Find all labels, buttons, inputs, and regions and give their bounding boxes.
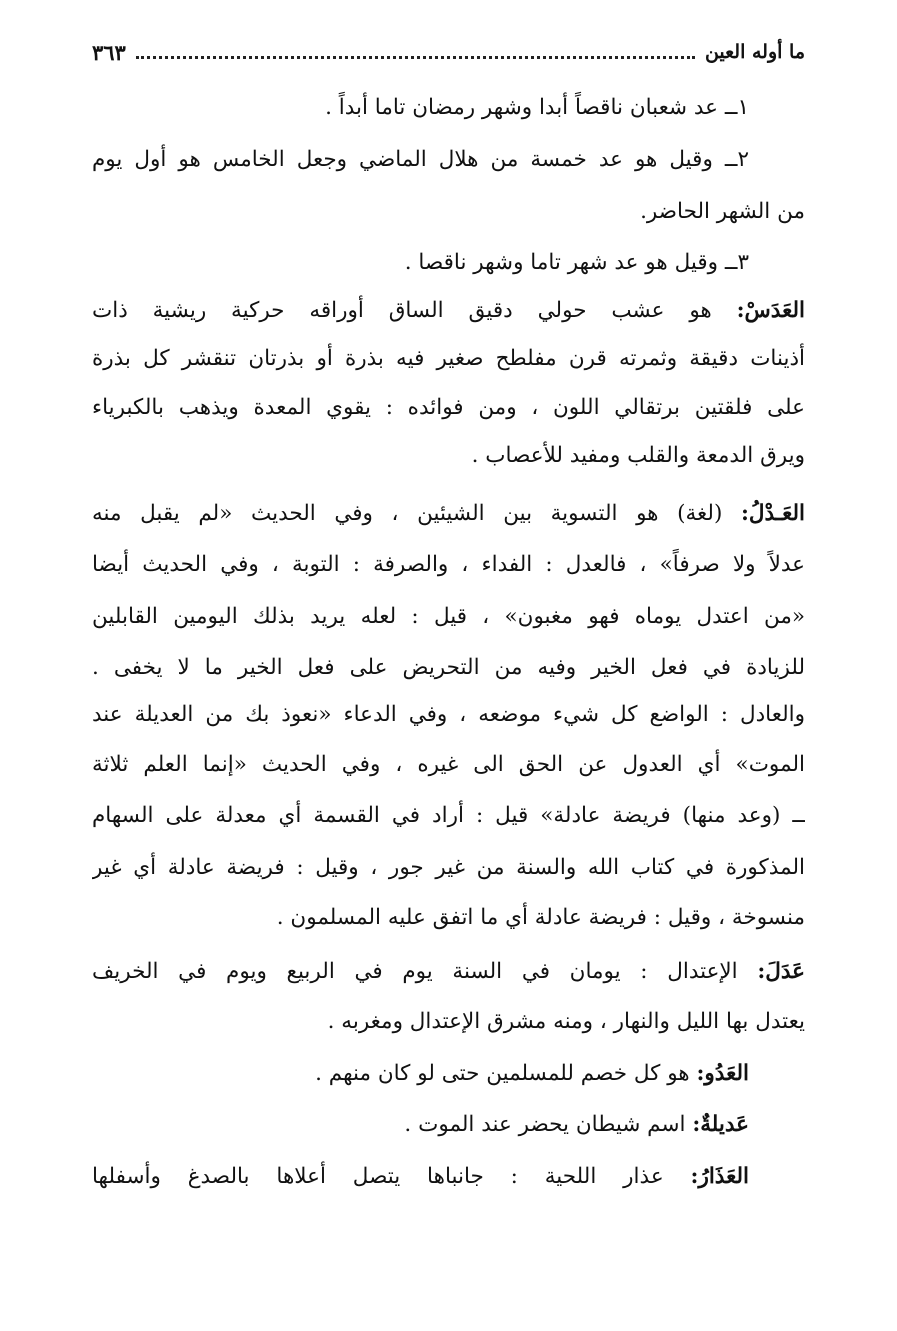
line-text: ١ــ عد شعبان ناقصاً أبدا وشهر رمضان تاما أبداً . <box>325 95 749 120</box>
line-text: ــ (وعد منها) فريضة عادلة» قيل : أراد في القسمة أي معدلة على السهام <box>92 803 805 828</box>
text-line <box>92 1054 749 1094</box>
chapter-title: ما أوله العين <box>704 41 805 63</box>
text-line <box>92 597 805 637</box>
text-line <box>92 545 805 585</box>
text-line <box>92 192 805 232</box>
line-text: ٢ــ وقيل هو عد خمسة من هلال الماضي وجعل الخامس هو أول يوم <box>92 147 749 172</box>
page-number: ٣٦٣ <box>92 39 126 65</box>
text-line <box>92 848 805 888</box>
line-text: (لغة) هو التسوية بين الشيئين ، وفي الحديث «لم يقبل منه <box>92 501 741 526</box>
running-header <box>92 36 805 68</box>
line-text: منسوخة ، وقيل : فريضة عادلة أي ما اتفق عليه المسلمون . <box>276 905 805 930</box>
text-line <box>92 898 805 938</box>
line-text: هو كل خصم للمسلمين حتى لو كان منهم . <box>315 1061 697 1086</box>
leader-dots <box>136 54 695 59</box>
line-text: من الشهر الحاضر. <box>640 199 805 224</box>
headword: عَديلةٌ: <box>692 1112 749 1137</box>
line-text: المذكورة في كتاب الله والسنة من غير جور ، وقيل : فريضة عادلة أي غير <box>92 855 805 880</box>
line-text: الإعتدال : يومان في السنة يوم في الربيع ويوم في الخريف <box>92 959 758 984</box>
line-text: ويرق الدمعة والقلب ومفيد للأعصاب . <box>471 443 805 468</box>
line-text: يعتدل بها الليل والنهار ، ومنه مشرق الإعتدال ومغربه . <box>327 1009 805 1034</box>
headword: العَدُو: <box>696 1061 749 1086</box>
line-text: هو عشب حولي دقيق الساق أوراقه حركية ريشية ذات <box>92 298 737 323</box>
text-line <box>92 648 805 688</box>
text-line <box>92 494 805 534</box>
text-line <box>92 695 805 735</box>
line-text: أذينات دقيقة وثمرته قرن مفلطح صغير فيه بذرة أو بذرتان تنقشر كل بذرة <box>92 346 805 371</box>
text-line <box>92 1002 805 1042</box>
text-line <box>92 243 749 283</box>
text-line <box>92 745 805 785</box>
text-line <box>92 140 749 180</box>
text-line <box>92 796 805 836</box>
line-text: «من اعتدل يوماه فهو مغبون» ، قيل : لعله يريد بذلك اليومين القابلين <box>92 604 805 629</box>
line-text: والعادل : الواضع كل شيء موضعه ، وفي الدعاء «نعوذ بك من العديلة عند <box>92 702 805 727</box>
headword: العَذَارُ: <box>690 1164 749 1189</box>
text-line <box>92 1105 749 1145</box>
text-line <box>92 952 805 992</box>
text-line <box>92 436 805 476</box>
headword: العَـدْلُ: <box>740 501 805 526</box>
headword: عَدَلَ: <box>757 959 805 984</box>
line-text: الموت» أي العدول عن الحق الى غيره ، وفي الحديث «إنما العلم ثلاثة <box>92 752 805 777</box>
line-text: للزيادة في فعل الخير وفيه من التحريض على فعل الخير ما لا يخفى . <box>92 655 805 680</box>
line-text: عدلاً ولا صرفاً» ، فالعدل : الفداء ، والصرفة : التوبة ، وفي الحديث أيضا <box>92 552 805 577</box>
text-line <box>92 88 749 128</box>
headword: العَدَسْ: <box>736 298 805 323</box>
line-text: اسم شيطان يحضر عند الموت . <box>404 1112 693 1137</box>
text-line <box>92 388 805 428</box>
line-text: ٣ــ وقيل هو عد شهر تاما وشهر ناقصا . <box>404 250 749 275</box>
text-line <box>92 1157 749 1197</box>
text-line <box>92 339 805 379</box>
text-line <box>92 291 805 331</box>
line-text: عذار اللحية : جانباها يتصل أعلاها بالصدغ وأسفلها <box>92 1164 691 1189</box>
line-text: على فلقتين برتقالي اللون ، ومن فوائده : يقوي المعدة ويذهب بالكبرياء <box>92 395 805 420</box>
